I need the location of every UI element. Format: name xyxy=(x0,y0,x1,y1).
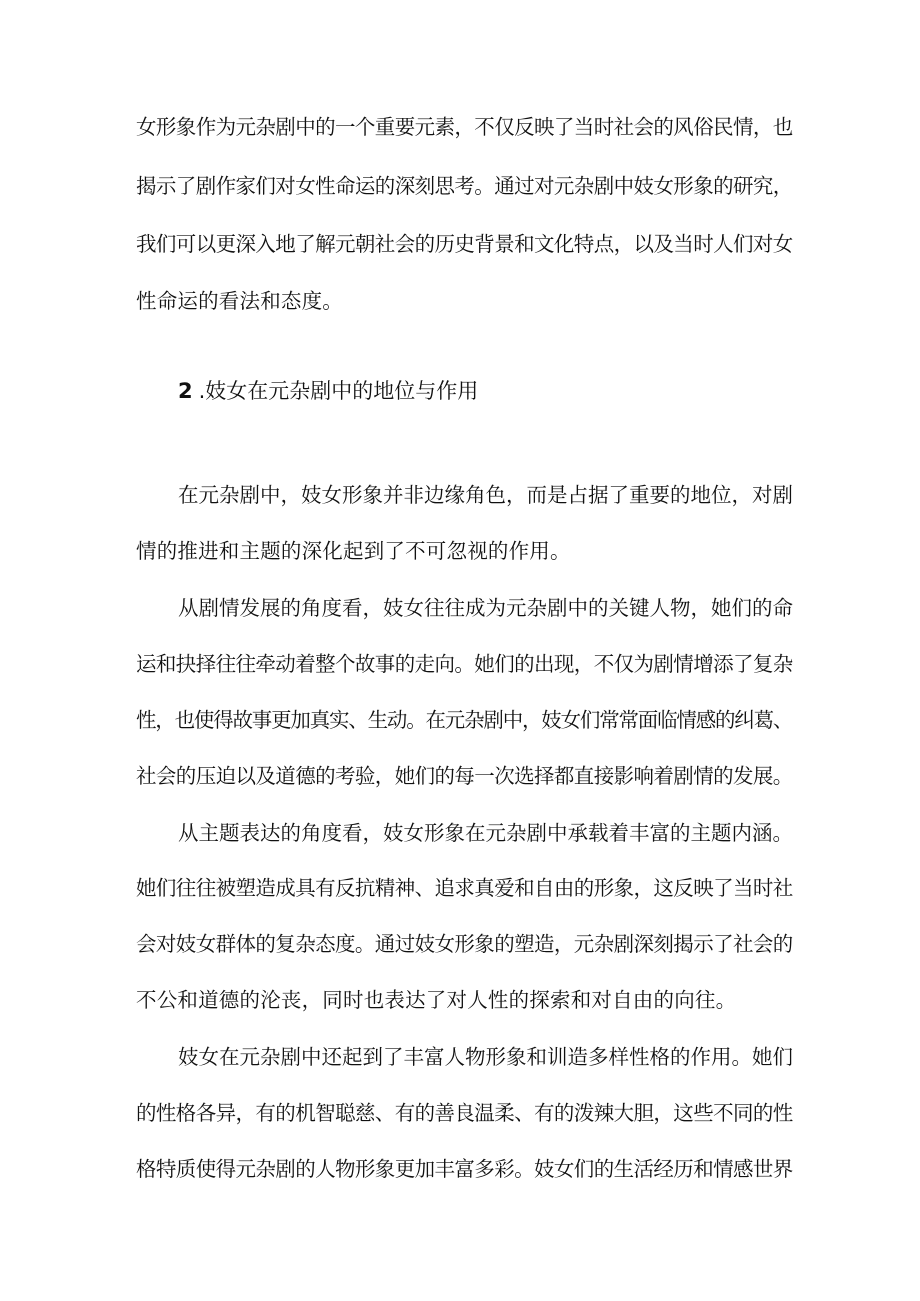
section-number: 2 xyxy=(178,379,193,403)
text-line: 性命运的看法和态度。 xyxy=(136,289,343,313)
text-line: 不公和道德的沦丧，同时也表达了对人性的探索和对自由的向往。 xyxy=(136,988,737,1012)
text-line: 从剧情发展的角度看，妓女往往成为元杂剧中的关键人物，她们的命 xyxy=(178,596,793,620)
text-line: 揭示了剧作家们对女性命运的深刻思考。通过对元杂剧中妓女形象的研究， xyxy=(136,174,793,198)
section-heading xyxy=(178,377,478,405)
text-line: 情的推进和主题的深化起到了不可忽视的作用。 xyxy=(136,539,571,563)
text-line: 女形象作为元杂剧中的一个重要元素，不仅反映了当时社会的风俗民情，也 xyxy=(136,115,793,139)
text-line: 从主题表达的角度看，妓女形象在元杂剧中承载着丰富的主题内涵。 xyxy=(178,821,793,845)
text-line: 社会的压迫以及道德的考验，她们的每一次选择都直接影响着剧情的发展。 xyxy=(136,764,793,788)
text-line: 她们往往被塑造成具有反抗精神、追求真爱和自由的形象，这反映了当时社 xyxy=(136,876,793,900)
text-line: 会对妓女群体的复杂态度。通过妓女形象的塑造，元杂剧深刻揭示了社会的 xyxy=(136,932,793,956)
text-line: 我们可以更深入地了解元朝社会的历史背景和文化特点，以及当时人们对女 xyxy=(136,232,793,256)
section-title: .妓女在元杂剧中的地位与作用 xyxy=(198,379,479,403)
text-line: 运和抉择往往牵动着整个故事的走向。她们的出现，不仅为剧情增添了复杂 xyxy=(136,652,793,676)
text-line: 妓女在元杂剧中还起到了丰富人物形象和训造多样性格的作用。她们 xyxy=(178,1045,793,1069)
text-line: 的性格各异，有的机智聪慈、有的善良温柔、有的泼辣大胆，这些不同的性 xyxy=(136,1101,793,1125)
text-line: 性，也使得故事更加真实、生动。在元杂剧中，妓女们常常面临情感的纠葛、 xyxy=(136,708,793,732)
text-line: 格特质使得元杂剧的人物形象更加丰富多彩。妓女们的生活经历和情感世界 xyxy=(136,1157,793,1181)
text-line: 在元杂剧中，妓女形象并非边缘角色，而是占据了重要的地位，对剧 xyxy=(178,483,793,507)
